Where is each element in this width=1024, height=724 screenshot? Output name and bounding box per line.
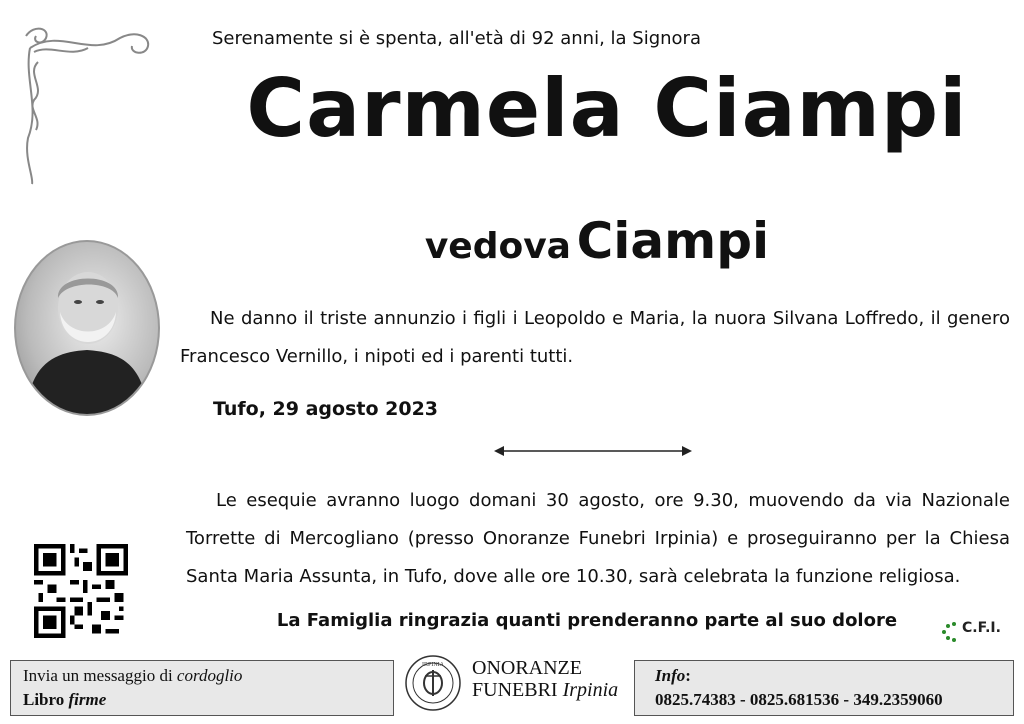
cfi-logo-icon [940,618,1016,648]
widow-name: Ciampi [576,212,770,270]
brand-line2 [472,679,618,701]
funeral-home-logo-icon [404,652,462,714]
widow-prefix: vedova [424,226,571,267]
message-italic: cordoglio [176,666,243,685]
intro-text: Serenamente si è spenta, all'età di 92 anni, la Signora [212,28,701,49]
message-prefix: Invia un messaggio di [23,666,173,685]
widow-line [0,212,1024,270]
announcement-body: Ne danno il triste annunzio i figli i Leopoldo e Maria, la nuora Silvana Loffredo, il genero Francesco Vernillo, i nipoti ed i parenti tutti. [180,308,1010,367]
qr-code-icon[interactable] [34,544,128,638]
double-arrow-icon [494,444,692,458]
guestbook-link[interactable] [23,690,106,710]
send-message-link[interactable] [23,666,242,686]
deceased-name: Carmela Ciampi [246,62,968,155]
info-label-text: Info [655,666,686,685]
funeral-text [186,482,1010,596]
info-box [634,660,1014,716]
condolence-box[interactable] [10,660,394,716]
brand-funebri: FUNEBRI [472,679,558,701]
book-prefix: Libro [23,690,65,709]
place-date: Tufo, 29 agosto 2023 [213,398,439,420]
book-italic: firme [68,690,107,709]
phone-numbers[interactable]: 0825.74383 - 0825.681536 - 349.2359060 [655,690,943,709]
announcement-text [180,300,1010,376]
cfi-label: C.F.I. [962,620,1001,636]
logo-text: IRPINIA [422,662,444,668]
thanks-text: La Famiglia ringrazia quanti prenderanno parte al suo dolore [276,610,898,631]
info-label: Info: [655,666,691,685]
saint-portrait [14,240,160,416]
brand-line1: ONORANZE [472,657,582,679]
portrait-image [16,242,158,414]
funeral-home-name [472,657,618,701]
brand-irpinia: Irpinia [562,679,619,701]
funeral-body: Le esequie avranno luogo domani 30 agosto, ore 9.30, muovendo da via Nazionale Torrette di Mercogliano (presso Onoranze Funebri Irpinia) e proseguiranno per la Chiesa Santa Maria Assunta, in Tufo, dove alle ore 10.30, sarà celebrata la funzione religiosa. [186,490,1010,587]
